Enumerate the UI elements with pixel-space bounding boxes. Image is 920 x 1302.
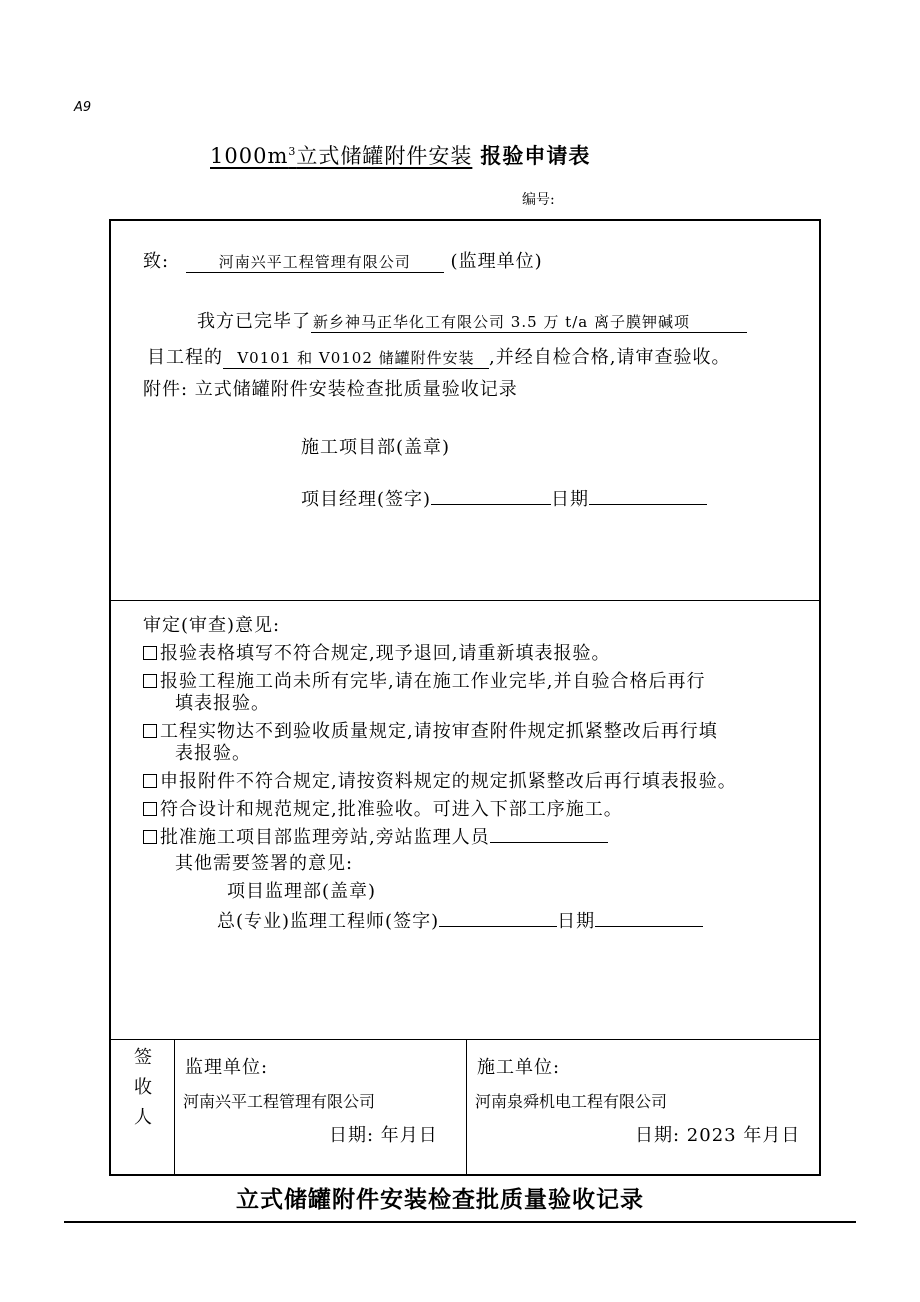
sign-label <box>123 1043 163 1133</box>
statement-lead: 我方已完毕了 <box>197 311 311 332</box>
project-manager-line <box>301 485 707 511</box>
supervisor-unit-name: 河南兴平工程管理有限公司 <box>183 1092 376 1111</box>
next-section-title: 立式储罐附件安装检查批质量验收记录 <box>236 1187 644 1213</box>
engineer-sign-line <box>217 907 703 933</box>
option-text: 申报附件不符合规定,请按资料规定的规定抓紧整改后再行填表报验。 <box>160 771 737 792</box>
statement-tail: ,并经自检合格,请审查验收。 <box>489 347 731 368</box>
engineer-sign-label: 总(专业)监理工程师(签字) <box>217 911 440 932</box>
checkbox[interactable] <box>143 774 157 788</box>
to-suffix: (监理单位) <box>450 251 543 272</box>
manager-signature-field[interactable] <box>431 486 551 505</box>
attachment-line: 附件: 立式储罐附件安装检查批质量验收记录 <box>143 379 518 400</box>
manager-sign-label: 项目经理(签字) <box>301 489 432 510</box>
checkbox[interactable] <box>143 802 157 816</box>
contractor-unit-name: 河南泉舜机电工程有限公司 <box>475 1092 668 1111</box>
option-text: 报验表格填写不符合规定,现予退回,请重新填表报验。 <box>160 643 611 664</box>
title-superscript: 3 <box>288 145 297 158</box>
sign-col-divider-2 <box>466 1039 467 1174</box>
sign-label-char: 收 <box>134 1077 152 1098</box>
to-line <box>143 247 543 273</box>
supervisor-date: 日期: 年月日 <box>329 1125 438 1146</box>
contractor-unit-label: 施工单位: <box>477 1057 561 1078</box>
engineer-date-field[interactable] <box>595 908 703 927</box>
supervision-dept-stamp: 项目监理部(盖章) <box>227 881 377 902</box>
checkbox[interactable] <box>143 646 157 660</box>
project-name-field[interactable]: 新乡神马正华化工有限公司 3.5 万 t/a 离子膜钾碱项 <box>311 312 747 333</box>
checkbox[interactable] <box>143 724 157 738</box>
to-label: 致: <box>143 251 170 272</box>
sign-label-char: 人 <box>134 1107 152 1128</box>
checkbox[interactable] <box>143 674 157 688</box>
title-project <box>210 144 472 168</box>
form-frame <box>109 219 821 1176</box>
serial-number-label: 编号: <box>522 192 555 208</box>
manager-date-label: 日期 <box>551 489 590 510</box>
inspection-item-field[interactable]: V0101 和 V0102 储罐附件安装 <box>223 348 489 369</box>
checkbox[interactable] <box>143 830 157 844</box>
option-text: 符合设计和规范规定,批准验收。可进入下部工序施工。 <box>160 799 623 820</box>
review-option-3-cont: 表报验。 <box>175 743 251 764</box>
statement-line-1 <box>197 307 747 333</box>
title-prefix: 1000m <box>210 144 289 168</box>
form-code: A9 <box>74 100 92 115</box>
engineer-signature-field[interactable] <box>439 908 557 927</box>
option-text: 批准施工项目部监理旁站,旁站监理人员 <box>160 827 490 848</box>
sign-col-divider-1 <box>174 1039 175 1174</box>
review-option-2-cont: 填表报验。 <box>175 693 270 714</box>
engineer-date-label: 日期 <box>557 911 596 932</box>
title-suffix: 立式储罐附件安装 <box>296 144 473 168</box>
bottom-rule <box>64 1221 856 1223</box>
other-opinions-label: 其他需要签署的意见: <box>175 853 354 874</box>
contractor-dept-stamp: 施工项目部(盖章) <box>301 437 451 458</box>
title-form-name: 报验申请表 <box>480 144 591 168</box>
option-text: 工程实物达不到验收质量规定,请按审查附件规定抓紧整改后再行填 <box>160 721 718 742</box>
supervisor-unit-label: 监理单位: <box>185 1057 269 1078</box>
contractor-date: 日期: 2023 年月日 <box>635 1125 801 1146</box>
section-divider-2 <box>111 1039 819 1040</box>
review-option-6 <box>143 823 608 849</box>
sign-label-char: 签 <box>134 1047 152 1068</box>
supervision-unit-field[interactable]: 河南兴平工程管理有限公司 <box>186 252 444 273</box>
manager-date-field[interactable] <box>589 486 707 505</box>
review-option-5 <box>143 795 623 821</box>
option-text: 报验工程施工尚未所有完毕,请在施工作业完毕,并自验合格后再行 <box>160 671 706 692</box>
section-divider-1 <box>111 600 819 601</box>
statement-line2-prefix: 目工程的 <box>147 347 223 368</box>
review-option-4 <box>143 767 737 793</box>
statement-line-2 <box>147 343 730 369</box>
supervisor-name-field[interactable] <box>490 824 608 843</box>
form-title <box>210 140 590 170</box>
review-option-1 <box>143 639 610 665</box>
review-heading: 审定(审查)意见: <box>143 615 281 636</box>
